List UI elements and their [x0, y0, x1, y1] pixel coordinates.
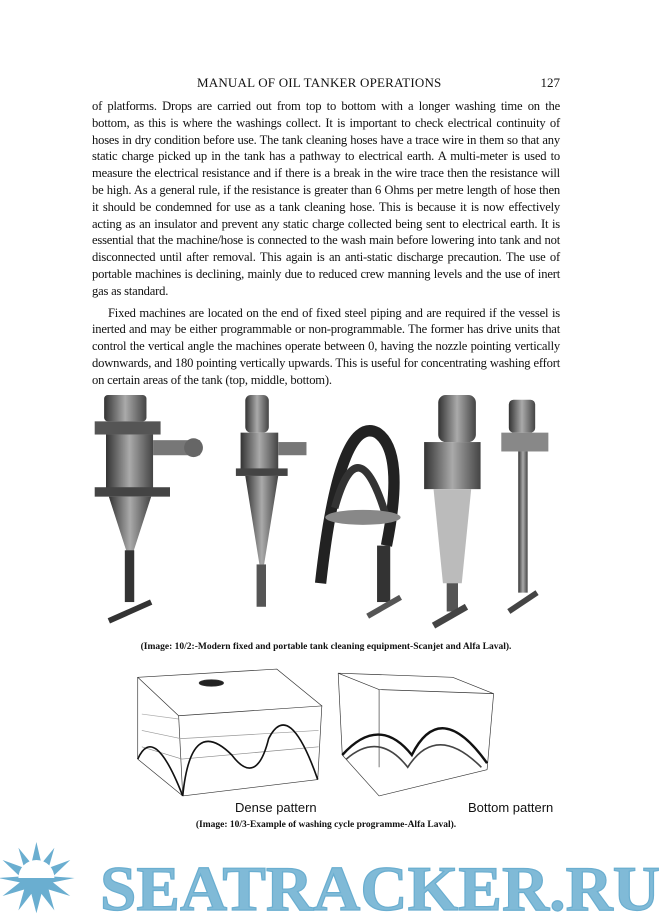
body-text	[92, 98, 560, 389]
washing-pattern-diagrams	[90, 665, 570, 800]
dense-pattern-diagram	[138, 669, 322, 796]
bottom-pattern-diagram	[338, 673, 493, 796]
sun-logo-icon	[0, 842, 75, 913]
paragraph: Fixed machines are located on the end of fixed steel piping and are required if the vessel is inerted and may be either programmable or non-programmable. The former has drive units that control the vertical angle the machines operate between 0, having the nozzle pointing vertically downwards, and 180 pointing vertically upwards. This is useful for concentrating washing effort on certain areas of the tank (top, middle, bottom).	[92, 305, 560, 387]
page-content	[92, 75, 560, 831]
page-header	[92, 75, 560, 93]
tank-cleaning-equipment-photo	[80, 395, 580, 635]
machine-3	[321, 430, 401, 615]
machine-5	[501, 399, 548, 611]
page-number: 127	[540, 75, 560, 90]
machine-2	[236, 395, 307, 607]
paragraph: of platforms. Drops are carried out from top to bottom with a longer washing time on the bottom, as this is where the washings collect. It is important to check electrical continuity of hoses in dry condition before use. The tank cleaning hoses have a trace wire in them so that any static charge picked up in the tank has a pathway to electrical earth. A multi-meter is used to measure the electrical resistance and if there is a break in the wire trace then the resistance will be high. As a general rule, if the resistance is greater than 6 Ohms per metre length of hose then it should be condemned for use as a tank cleaning hose. This is because it is now effectively acting as an insulator and prevent any static charge collected being sent to electrical earth. It is essential that the machine/hose is connected to the wash main before lowering into tank and not disconnected until after removal. This again is an anti-static discharge precaution. The use of portable machines is declining, mainly due to reduced crew manning levels and the use of inert gas as standard.	[92, 99, 560, 298]
watermark-text: SEATRACKER.RU	[100, 853, 660, 914]
figure-caption: (Image: 10/2:-Modern fixed and portable tank cleaning equipment-Scanjet and Alfa Laval).	[140, 641, 512, 652]
machine-1	[95, 395, 203, 621]
dense-pattern-label: Dense pattern	[235, 799, 317, 815]
running-title: MANUAL OF OIL TANKER OPERATIONS	[197, 75, 442, 90]
seatracker-watermark	[0, 842, 668, 914]
diagram-labels	[92, 800, 560, 816]
figure-caption: (Image: 10/3-Example of washing cycle programme-Alfa Laval).	[195, 819, 457, 830]
machine-4	[424, 395, 480, 626]
bottom-pattern-label: Bottom pattern	[468, 799, 554, 815]
